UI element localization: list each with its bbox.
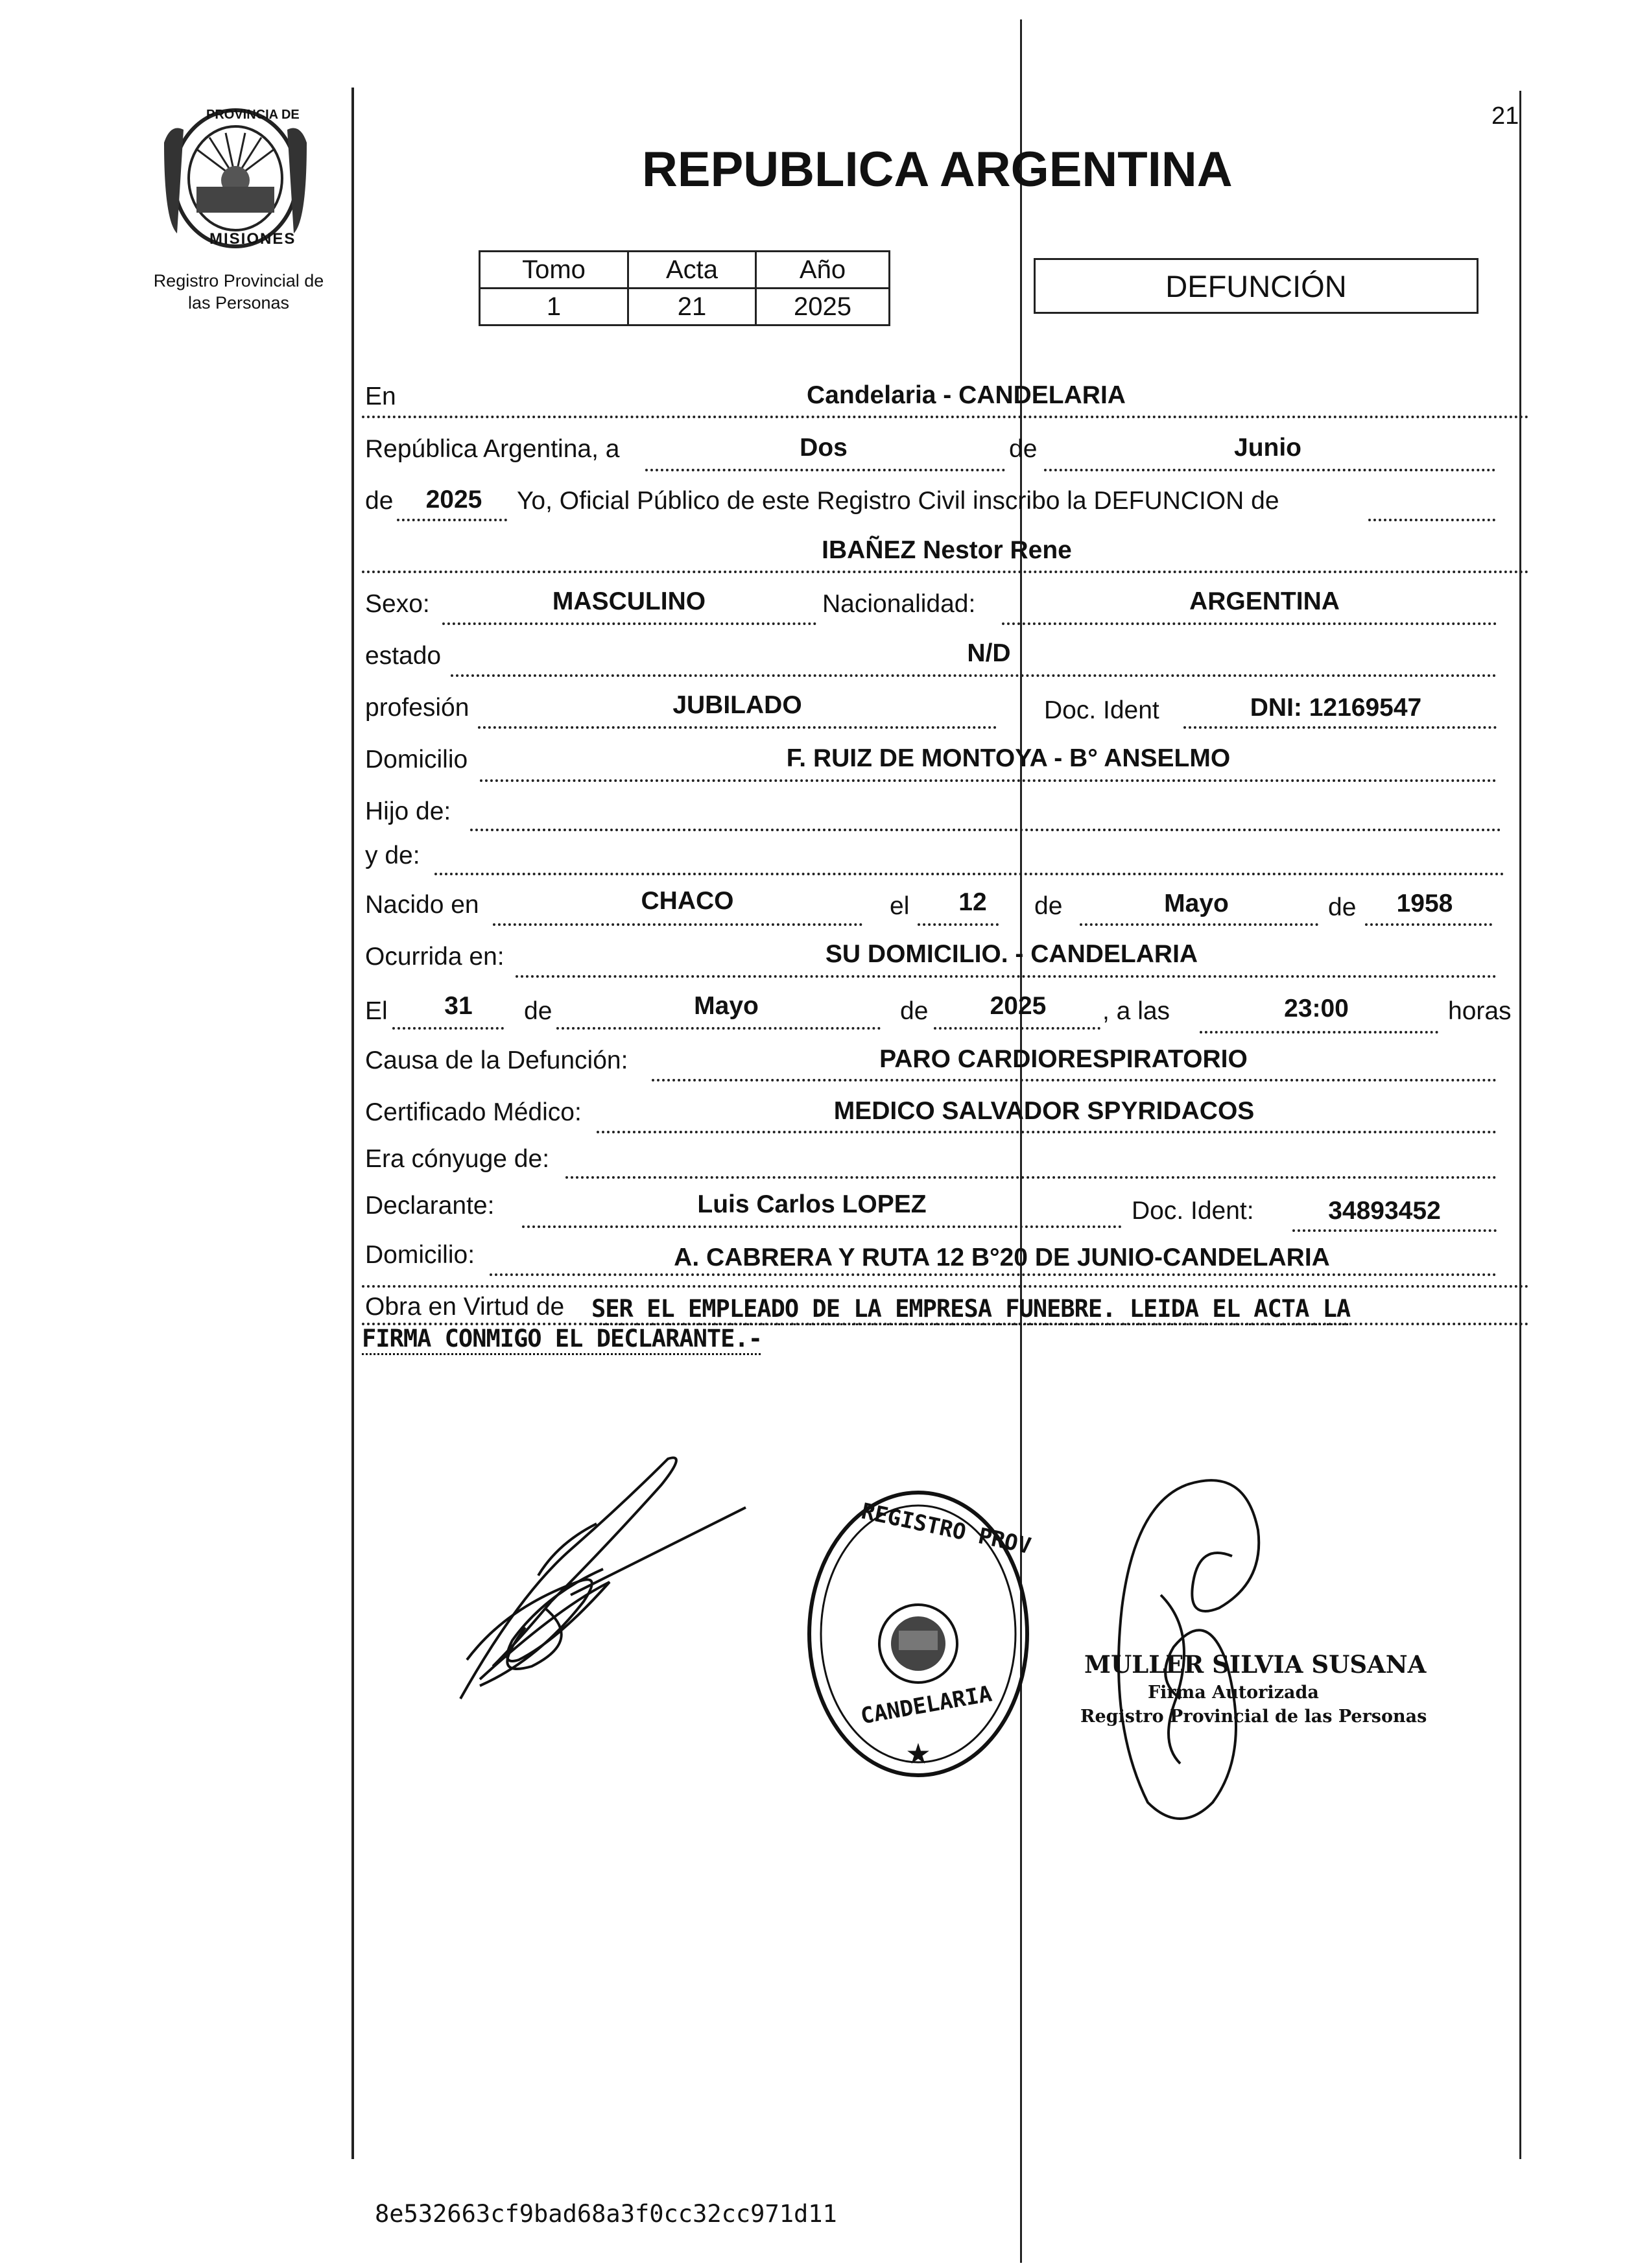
def-mes-value: Mayo: [694, 992, 759, 1020]
declarante-label: Declarante:: [365, 1192, 495, 1220]
def-dia-line: [392, 1027, 504, 1030]
de-label: de: [1009, 435, 1038, 463]
record-type-box: [1034, 258, 1479, 314]
nacido-line: [493, 923, 862, 926]
decl-doc-value: 34893452: [1328, 1197, 1441, 1225]
issuer-name-line1: Registro Provincial de: [153, 271, 324, 290]
hijo-label: Hijo de:: [365, 797, 451, 825]
record-table: [479, 250, 890, 326]
province-seal: [158, 104, 313, 253]
dia-line: [645, 469, 1005, 471]
declarante-line: [522, 1225, 1122, 1228]
def-anio-value: 2025: [990, 992, 1047, 1020]
conyuge-line: [565, 1176, 1497, 1179]
row-line: [362, 416, 1529, 418]
el-label: el: [890, 892, 910, 920]
page-number: 21: [1491, 102, 1519, 130]
profesion-label: profesión: [365, 694, 469, 722]
left-margin-line: [351, 88, 354, 2159]
mes-value: Junio: [1234, 434, 1301, 462]
row-line: [362, 571, 1529, 573]
certificado-line: [597, 1131, 1497, 1133]
document-title: REPUBLICA ARGENTINA: [642, 142, 1233, 197]
fold-line: [1020, 19, 1022, 2263]
anio-header: Año: [756, 252, 890, 289]
obra-value-1: SER EL EMPLEADO DE LA EMPRESA FUNEBRE. LEIDA EL ACTA LA: [591, 1295, 1351, 1323]
causa-value: PARO CARDIORESPIRATORIO: [879, 1045, 1248, 1073]
nac-mes-line: [1080, 923, 1318, 926]
ocurrida-line: [516, 975, 1497, 978]
horas-label: horas: [1448, 997, 1512, 1025]
domicilio-value: F. RUIZ DE MONTOYA - B° ANSELMO: [786, 744, 1231, 772]
nacionalidad-label: Nacionalidad:: [822, 590, 976, 618]
signatory-name: MULLER SILVIA SUSANA: [1084, 1650, 1427, 1679]
sexo-value: MASCULINO: [552, 587, 706, 615]
nac-de2-label: de: [1328, 893, 1357, 921]
sexo-label: Sexo:: [365, 590, 430, 618]
domicilio-line: [480, 779, 1497, 782]
sexo-line: [442, 622, 816, 625]
decl-doc-label: Doc. Ident:: [1132, 1197, 1254, 1225]
estado-line: [451, 674, 1497, 677]
def-de1-label: de: [524, 997, 552, 1025]
mes-line: [1044, 469, 1495, 471]
decl-domicilio-line: [490, 1273, 1497, 1276]
decl-domicilio-label: Domicilio:: [365, 1241, 475, 1269]
dia-value: Dos: [800, 434, 848, 462]
conyuge-label: Era cónyuge de:: [365, 1145, 550, 1173]
en-value: Candelaria - CANDELARIA: [807, 381, 1126, 409]
estado-label: estado: [365, 642, 442, 670]
doc-ident-line: [1183, 726, 1497, 729]
def-de2-label: de: [900, 997, 929, 1025]
declarant-signature: [441, 1446, 778, 1718]
profesion-line: [478, 726, 997, 729]
nac-dia-value: 12: [958, 888, 987, 916]
hijo-line: [470, 829, 1501, 831]
de-year-label: de: [365, 487, 394, 515]
yde-line: [434, 873, 1504, 875]
doc-ident-value: DNI: 12169547: [1250, 694, 1422, 722]
profesion-value: JUBILADO: [672, 691, 802, 719]
hora-line: [1200, 1031, 1438, 1034]
certificado-label: Certificado Médico:: [365, 1098, 582, 1126]
en-label: En: [365, 383, 396, 410]
svg-text:★: ★: [905, 1738, 931, 1770]
obra-label: Obra en Virtud de: [365, 1293, 565, 1321]
deceased-name: IBAÑEZ Nestor Rene: [822, 536, 1072, 564]
el2-label: El: [365, 997, 388, 1025]
signatory-org: Registro Provincial de las Personas: [1080, 1707, 1427, 1727]
year-line: [397, 519, 507, 521]
republica-label: República Argentina, a: [365, 435, 620, 463]
seal-text-top: PROVINCIA DE: [206, 108, 300, 122]
estado-value: N/D: [967, 639, 1011, 667]
nac-de1-label: de: [1034, 892, 1063, 920]
nac-anio-line: [1365, 923, 1492, 926]
def-dia-value: 31: [444, 992, 473, 1020]
row-line: [362, 1285, 1529, 1288]
tomo-value: 1: [480, 289, 628, 325]
def-anio-line: [934, 1027, 1100, 1030]
stamp-bottom-caption: CANDELARIA: [859, 1681, 994, 1730]
nacionalidad-line: [1002, 622, 1497, 625]
decl-doc-line: [1292, 1229, 1497, 1232]
tomo-header: Tomo: [480, 252, 628, 289]
def-mes-line: [556, 1027, 881, 1030]
declarante-value: Luis Carlos LOPEZ: [697, 1190, 927, 1218]
nac-anio-value: 1958: [1396, 890, 1453, 917]
certificado-value: MEDICO SALVADOR SPYRIDACOS: [833, 1097, 1255, 1125]
nacionalidad-value: ARGENTINA: [1189, 587, 1340, 615]
domicilio-label: Domicilio: [365, 746, 468, 774]
acta-header: Acta: [628, 252, 756, 289]
signatory-title: Firma Autorizada: [1148, 1683, 1319, 1703]
yde-label: y de:: [365, 842, 420, 869]
causa-label: Causa de la Defunción:: [365, 1046, 628, 1074]
causa-line: [652, 1079, 1497, 1081]
nac-mes-value: Mayo: [1164, 890, 1229, 917]
ocurrida-value: SU DOMICILIO. - CANDELARIA: [825, 940, 1198, 968]
document-hash: 8e532663cf9bad68a3f0cc32cc971d11: [375, 2200, 837, 2228]
acta-value: 21: [628, 289, 756, 325]
right-margin-line: [1519, 91, 1521, 2159]
anio-value: 2025: [756, 289, 890, 325]
anio-value-text: 2025: [425, 486, 482, 514]
stamp-top-caption: REGISTRO PROV: [859, 1498, 1034, 1560]
official-stamp: [802, 1485, 1035, 1783]
decl-domicilio-value: A. CABRERA Y RUTA 12 B°20 DE JUNIO-CANDELARIA: [674, 1244, 1330, 1271]
doc-ident-label: Doc. Ident: [1044, 696, 1159, 724]
hora-value: 23:00: [1284, 995, 1349, 1022]
nacido-label: Nacido en: [365, 891, 479, 919]
oficial-line: [1368, 519, 1495, 521]
seal-text-bottom: MISIONES: [209, 230, 296, 248]
issuer-name-line2: las Personas: [187, 293, 290, 313]
nacido-value: CHACO: [641, 887, 734, 915]
oficial-text: Yo, Oficial Público de este Registro Civil inscribo la DEFUNCION de: [517, 487, 1279, 515]
obra-value-2: FIRMA CONMIGO EL DECLARANTE.-: [362, 1325, 763, 1353]
ocurrida-label: Ocurrida en:: [365, 943, 505, 971]
alas-label: , a las: [1102, 997, 1170, 1025]
record-type: DEFUNCIÓN: [1165, 268, 1347, 303]
row-line: [362, 1323, 1529, 1325]
nac-dia-line: [918, 923, 999, 926]
